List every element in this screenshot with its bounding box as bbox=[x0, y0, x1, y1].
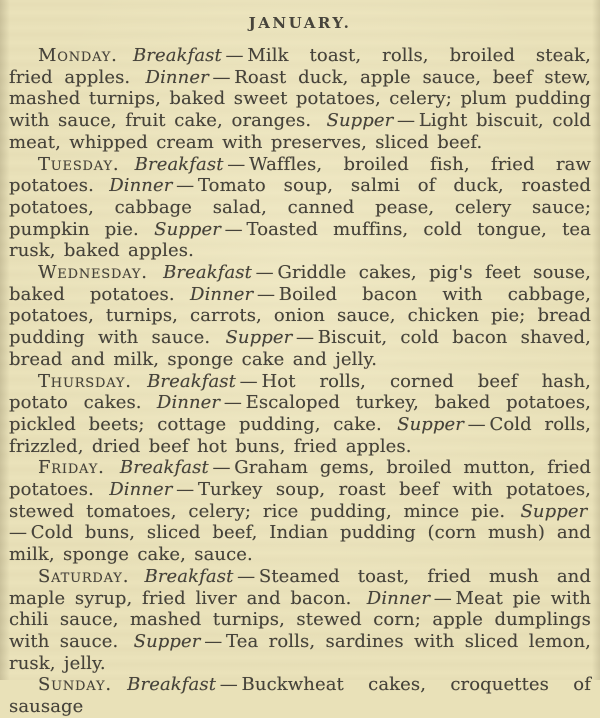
meal-label-dinner: Dinner bbox=[156, 392, 221, 414]
day-paragraph-sunday bbox=[9, 674, 591, 717]
em-dash: — bbox=[172, 175, 198, 197]
meal-label-dinner: Dinner bbox=[190, 283, 254, 305]
em-dash: — bbox=[172, 479, 198, 501]
meal-label-breakfast: Breakfast bbox=[119, 457, 209, 479]
menu-body bbox=[9, 45, 591, 718]
page-title: JANUARY. bbox=[248, 14, 352, 32]
meal-items: Boiled bacon with cabbage, potatoes, turnips, carrots, onion sauce, chicken pie; bread pudding with sauce. bbox=[9, 283, 591, 349]
day-label: Sunday. bbox=[38, 674, 112, 696]
em-dash: — bbox=[220, 218, 247, 240]
em-dash: — bbox=[233, 565, 259, 587]
meal-items: Cold buns, sliced beef, Indian pudding (corn mush) and milk, sponge cake, sauce. bbox=[9, 522, 591, 566]
em-dash: — bbox=[253, 283, 279, 305]
meal-label-dinner: Dinner bbox=[109, 175, 173, 197]
meal-label-supper: Supper bbox=[326, 110, 394, 132]
day-paragraph-tuesday bbox=[9, 154, 591, 263]
meal-label-supper: Supper bbox=[133, 630, 201, 652]
day-label: Wednesday. bbox=[38, 262, 148, 284]
meal-items: Meat pie with chili sauce, mashed turnips, stewed corn; apple dumplings with sauce. bbox=[9, 587, 591, 652]
meal-items: Light biscuit, cold meat, whipped cream with preserves, sliced beef. bbox=[9, 110, 591, 153]
meal-items: Turkey soup, roast beef with potatoes, stewed tomatoes, celery; rice pudding, mince pie. bbox=[9, 479, 591, 522]
day-paragraph-thursday bbox=[9, 371, 591, 458]
meal-label-dinner: Dinner bbox=[366, 587, 431, 609]
meal-label-breakfast: Breakfast bbox=[163, 262, 252, 284]
day-label: Monday. bbox=[38, 45, 118, 66]
meal-items: Cold rolls, frizzled, dried beef hot buns, fried apples. bbox=[9, 413, 591, 457]
day-paragraph-wednesday bbox=[9, 262, 591, 371]
day-label: Saturday. bbox=[38, 565, 130, 587]
em-dash: — bbox=[430, 587, 456, 609]
em-dash: — bbox=[208, 457, 235, 479]
em-dash: — bbox=[9, 500, 591, 544]
em-dash: — bbox=[235, 370, 262, 392]
meal-items: Tomato soup, salmi of duck, roasted potatoes, cabbage salad, canned pease, celery sauce; pumpkin pie. bbox=[9, 175, 591, 240]
meal-items: Griddle cakes, pig's feet souse, baked potatoes. bbox=[9, 262, 591, 305]
meal-label-dinner: Dinner bbox=[145, 66, 209, 88]
meal-items: Tea rolls, sardines with sliced lemon, rusk, jelly. bbox=[9, 630, 591, 674]
em-dash: — bbox=[223, 153, 250, 175]
em-dash: — bbox=[208, 66, 235, 88]
meal-items: Hot rolls, corned beef hash, potato cakes. bbox=[9, 370, 591, 414]
day-label: Tuesday. bbox=[38, 153, 120, 175]
em-dash: — bbox=[463, 413, 490, 435]
meal-label-supper: Supper bbox=[520, 500, 588, 522]
em-dash: — bbox=[292, 327, 318, 349]
meal-label-breakfast: Breakfast bbox=[147, 370, 236, 392]
meal-items: Milk toast, rolls, broiled steak, fried apples. bbox=[9, 45, 591, 88]
meal-items: Escaloped turkey, baked potatoes, pickled beets; cottage pudding, cake. bbox=[9, 392, 591, 435]
meal-label-breakfast: Breakfast bbox=[132, 45, 222, 66]
meal-label-supper: Supper bbox=[154, 218, 221, 240]
meal-label-breakfast: Breakfast bbox=[144, 565, 234, 587]
em-dash: — bbox=[221, 45, 248, 66]
meal-label-dinner: Dinner bbox=[109, 479, 173, 501]
meal-items: Waffles, broiled fish, fried raw potatoes. bbox=[9, 153, 591, 197]
day-label: Friday. bbox=[38, 457, 105, 479]
day-paragraph-monday bbox=[9, 45, 591, 154]
em-dash: — bbox=[393, 110, 419, 132]
day-label: Thursday. bbox=[38, 370, 132, 392]
em-dash: — bbox=[251, 262, 278, 284]
em-dash: — bbox=[220, 392, 246, 414]
meal-items: Roast duck, apple sauce, beef stew, mashed turnips, baked sweet potatoes, celery; plum pudding with sauce, fruit cake, oranges. bbox=[9, 66, 591, 132]
day-paragraph-friday bbox=[9, 457, 591, 566]
meal-label-breakfast: Breakfast bbox=[134, 153, 224, 175]
meal-items: Steamed toast, fried mush and maple syrup, fried liver and bacon. bbox=[9, 565, 591, 609]
meal-items: Biscuit, cold bacon shaved, bread and milk, sponge cake and jelly. bbox=[9, 327, 591, 370]
day-paragraph-saturday bbox=[9, 566, 591, 675]
em-dash: — bbox=[216, 674, 242, 696]
meal-label-breakfast: Breakfast bbox=[127, 674, 217, 696]
meal-items: Graham gems, broiled mutton, fried potatoes. bbox=[9, 457, 591, 501]
meal-label-supper: Supper bbox=[225, 327, 293, 349]
em-dash: — bbox=[200, 630, 226, 652]
meal-items: Toasted muffins, cold tongue, tea rusk, baked apples. bbox=[9, 218, 591, 262]
meal-label-supper: Supper bbox=[397, 413, 464, 435]
meal-items: Buckwheat cakes, croquettes of sausage bbox=[9, 674, 591, 718]
